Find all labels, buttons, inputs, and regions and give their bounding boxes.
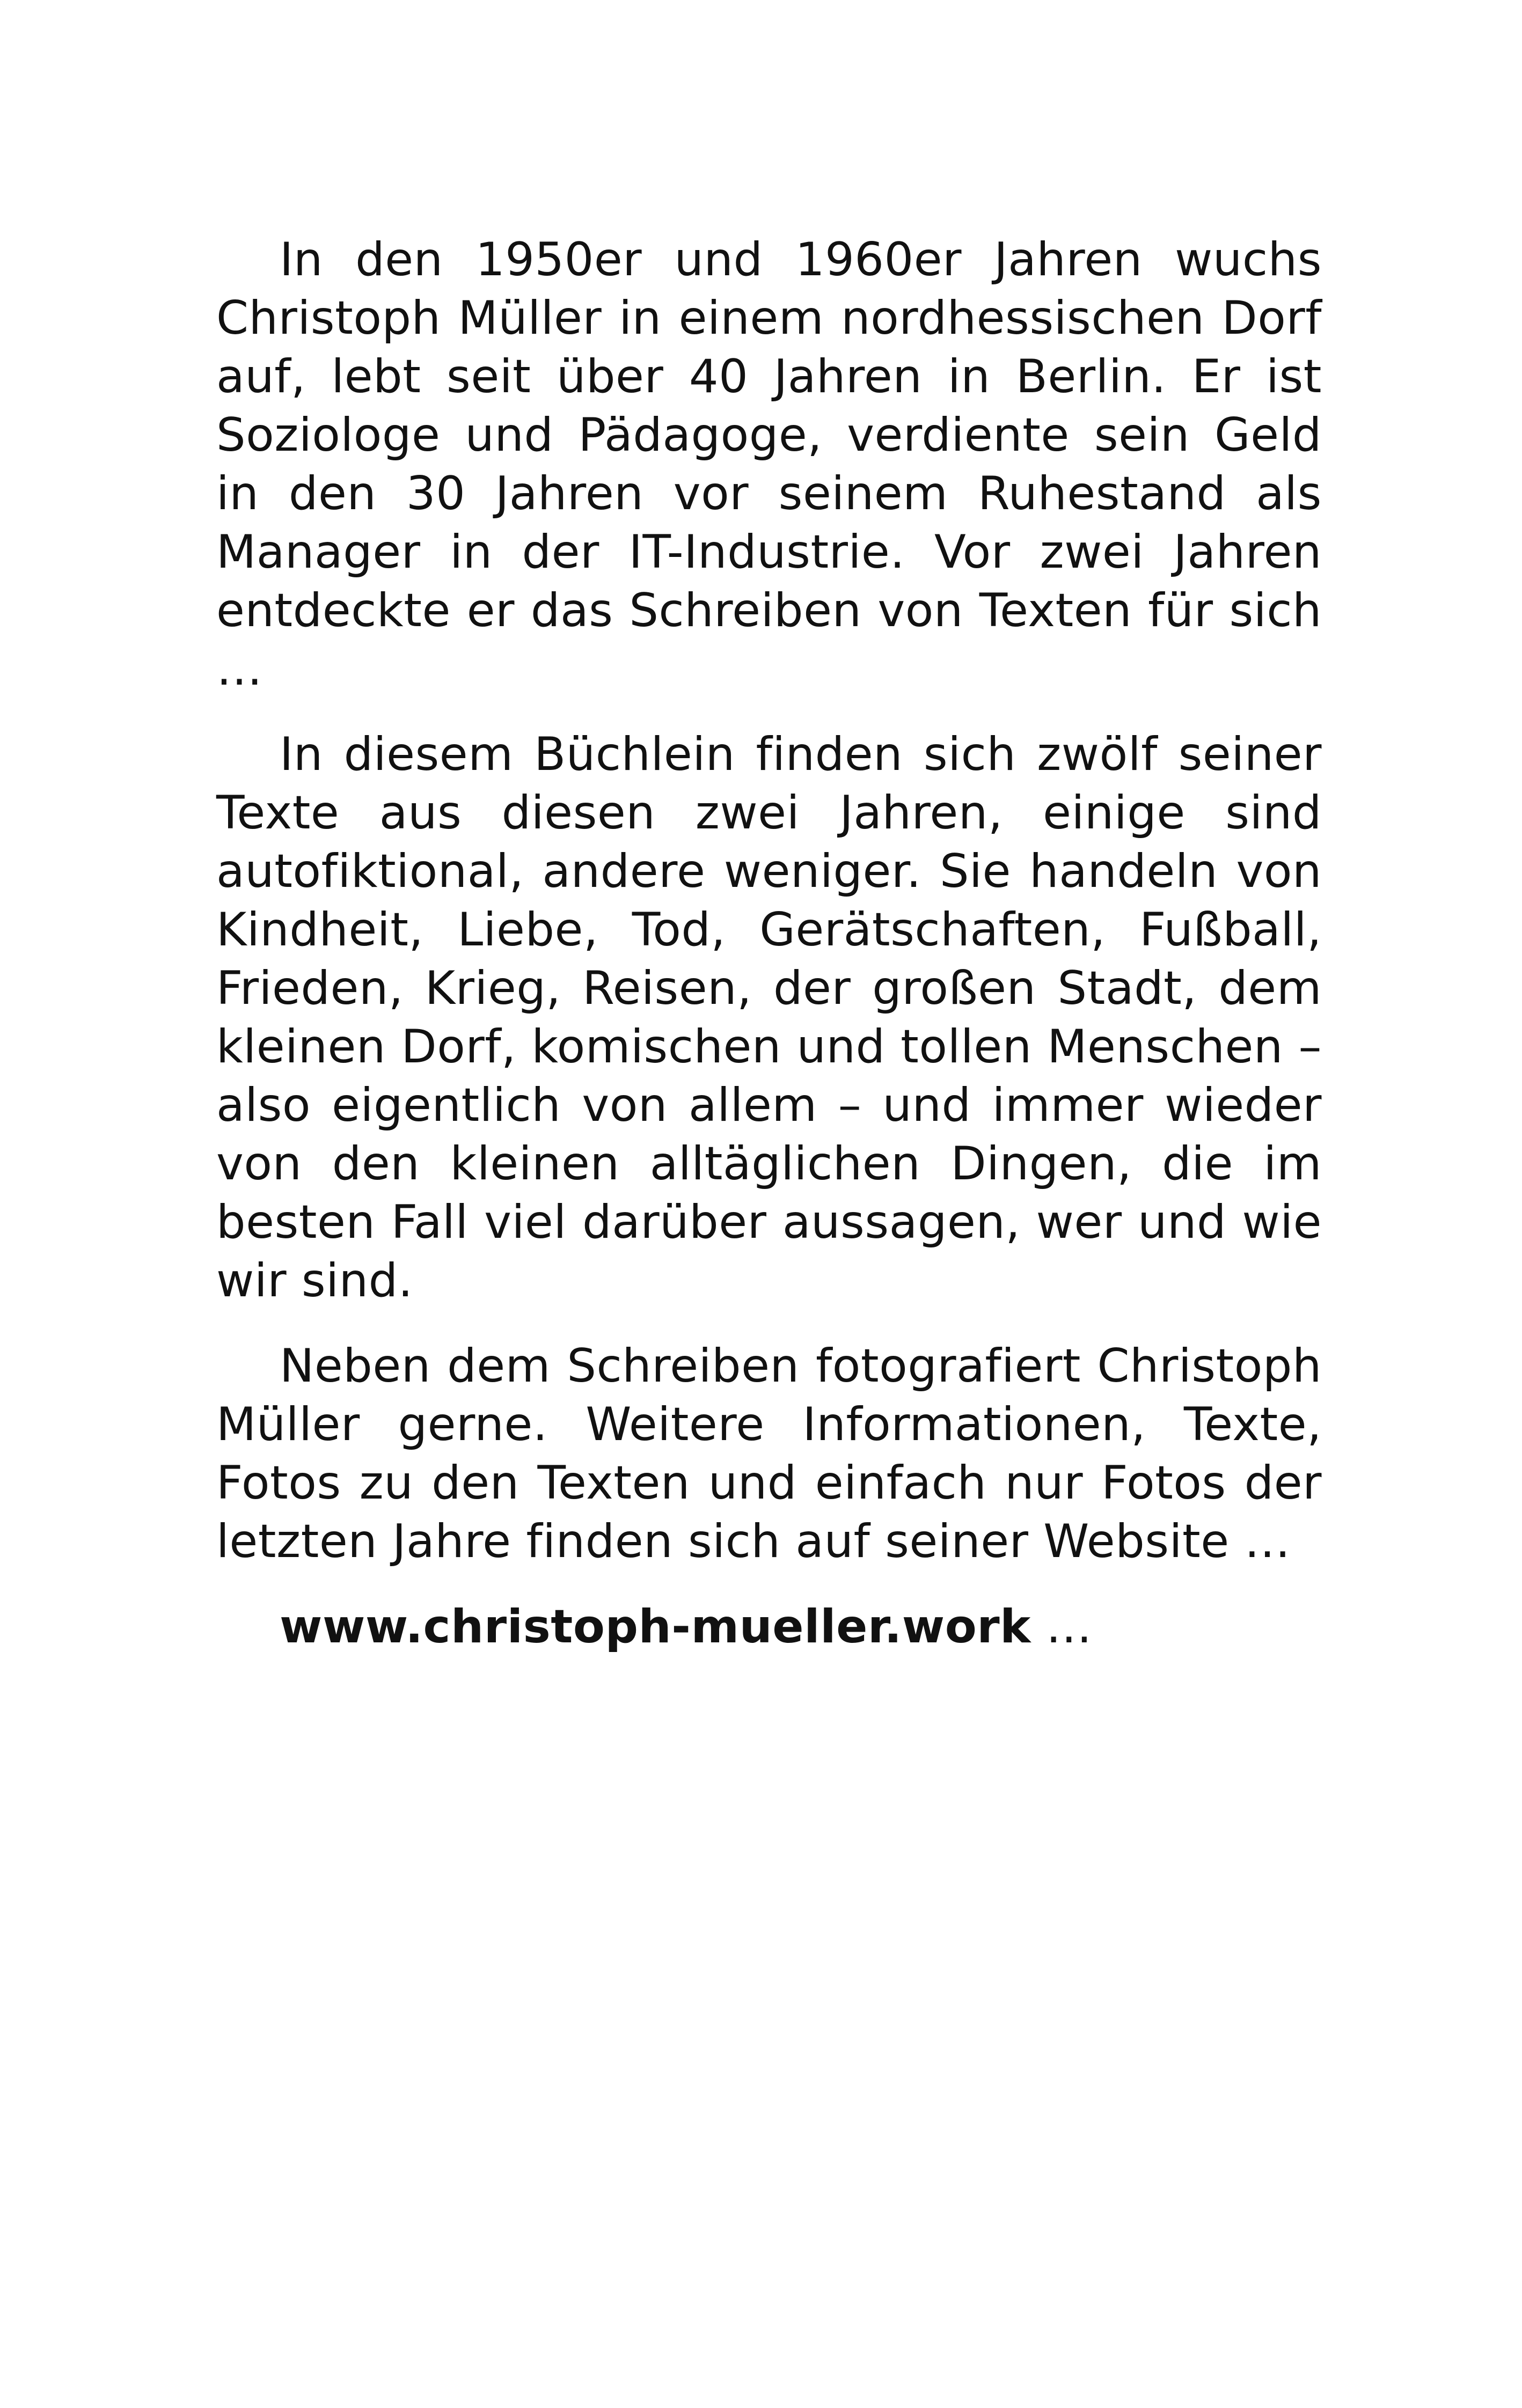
website-url: www.christoph-mueller.work [280, 1600, 1031, 1654]
paragraph-book-contents: In diesem Büchlein finden sich zwölf seiner Texte aus diesen zwei Jahren, einige sind autofiktional, andere weniger. Sie handeln von Kindheit, Liebe, Tod, Gerätschaften, Fußball, Frieden, Krieg, Reisen, der großen Stadt, dem kleinen Dorf, komischen und tollen Menschen – also eigentlich von allem – und immer wieder von den kleinen alltäglichen Dingen, die im besten Fall viel darüber aussagen, wer und wie wir sind. [216, 728, 1322, 1308]
paragraph-author-background: In den 1950er und 1960er Jahren wuchs Christoph Müller in einem nordhessischen Dorf auf, lebt seit über 40 Jahren in Berlin. Er ist Soziologe und Pädagoge, verdiente sein Geld in den 30 Jahren vor seinem Ruhestand als Manager in der IT-Industrie. Vor zwei Jahren entdeckte er das Schreiben von Texten für sich … [216, 233, 1322, 696]
website-line [216, 1598, 1322, 1656]
website-ellipsis: … [1030, 1600, 1093, 1654]
author-bio-text [216, 231, 1322, 1656]
paragraph-photography-website: Neben dem Schreiben fotografiert Christoph Müller gerne. Weitere Informationen, Texte, Fotos zu den Texten und einfach nur Fotos der letzten Jahre finden sich auf seiner Website … [216, 1339, 1322, 1568]
